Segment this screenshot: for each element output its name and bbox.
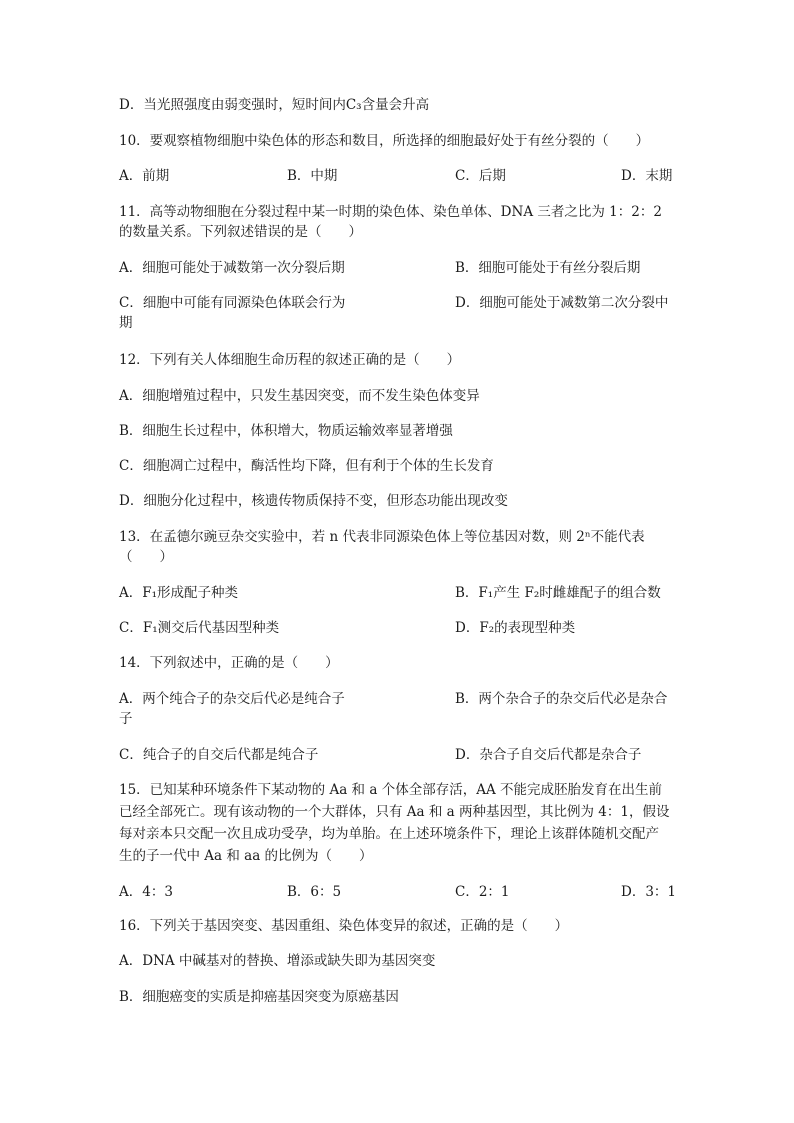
q13-option-b: B．F₁产生 F₂时雌雄配子的组合数 <box>455 585 661 601</box>
q11-option-d: D．细胞可能处于减数第二次分裂中 <box>455 295 669 311</box>
q16-option-a: A．DNA 中碱基对的替换、增添或缺失即为基因突变 <box>119 953 436 969</box>
q13-stem-line1: 13．在孟德尔豌豆杂交实验中，若 n 代表非同源染色体上等位基因对数，则 2ⁿ不能代表 <box>119 529 645 545</box>
q10-stem: 10．要观察植物细胞中染色体的形态和数目，所选择的细胞最好处于有丝分裂的（ ） <box>119 133 650 149</box>
q12-stem: 12．下列有关人体细胞生命历程的叙述正确的是（ ） <box>119 352 461 368</box>
q14-option-c: C．纯合子的自交后代都是纯合子 <box>119 747 319 763</box>
q16-stem: 16．下列关于基因突变、基因重组、染色体变异的叙述，正确的是（ ） <box>119 918 569 934</box>
q10-option-a: A．前期 <box>119 168 170 184</box>
q11-stem-line2: 的数量关系。下列叙述错误的是（ ） <box>119 224 362 240</box>
q15-stem-line4: 生的子一代中 Aa 和 aa 的比例为（ ） <box>119 848 373 864</box>
q14-option-b-wrap: 子 <box>119 711 133 727</box>
q12-option-d: D．细胞分化过程中，核遗传物质保持不变，但形态功能出现改变 <box>119 493 508 509</box>
q9-option-d: D．当光照强度由弱变强时，短时间内C₃含量会升高 <box>119 97 430 113</box>
q14-stem: 14．下列叙述中，正确的是（ ） <box>119 655 339 671</box>
q14-option-a: A．两个纯合子的杂交后代必是纯合子 <box>119 691 345 707</box>
q10-option-b: B．中期 <box>287 168 338 184</box>
q11-stem-line1: 11．高等动物细胞在分裂过程中某一时期的染色体、染色单体、DNA 三者之比为 1：2：2 <box>119 204 662 220</box>
q10-option-c: C．后期 <box>455 168 506 184</box>
q13-stem-line2: （ ） <box>119 549 173 565</box>
q15-option-c: C．2：1 <box>455 884 510 900</box>
q15-option-b: B．6：5 <box>287 884 342 900</box>
q15-stem-line2: 已经全部死亡。现有该动物的一个大群体，只有 Aa 和 a 两种基因型，其比例为 4：1，假设 <box>119 804 670 820</box>
q12-option-a: A．细胞增殖过程中，只发生基因突变，而不发生染色体变异 <box>119 388 480 404</box>
q12-option-c: C．细胞凋亡过程中，酶活性均下降，但有利于个体的生长发育 <box>119 458 494 474</box>
q12-option-b: B．细胞生长过程中，体积增大，物质运输效率显著增强 <box>119 423 453 439</box>
q15-stem-line1: 15．已知某种环境条件下某动物的 Aa 和 a 个体全部存活，AA 不能完成胚胎发育在出生前 <box>119 782 662 798</box>
q15-stem-line3: 每对亲本只交配一次且成功受孕，均为单胎。在上述环境条件下，理论上该群体随机交配产 <box>119 826 659 842</box>
q16-option-b: B．细胞癌变的实质是抑癌基因突变为原癌基因 <box>119 989 399 1005</box>
q10-option-d: D．末期 <box>621 168 673 184</box>
q11-option-b: B．细胞可能处于有丝分裂后期 <box>455 260 641 276</box>
q13-option-a: A．F₁形成配子种类 <box>119 585 239 601</box>
q15-option-d: D．3：1 <box>621 884 677 900</box>
q11-option-d-wrap: 期 <box>119 315 133 331</box>
q15-option-a: A．4：3 <box>119 884 173 900</box>
q13-option-c: C．F₁测交后代基因型种类 <box>119 620 280 636</box>
q14-option-b: B．两个杂合子的杂交后代必是杂合 <box>455 691 668 707</box>
q14-option-d: D．杂合子自交后代都是杂合子 <box>455 747 642 763</box>
q11-option-a: A．细胞可能处于减数第一次分裂后期 <box>119 260 345 276</box>
q13-option-d: D．F₂的表现型种类 <box>455 620 576 636</box>
q11-option-c: C．细胞中可能有同源染色体联会行为 <box>119 295 346 311</box>
